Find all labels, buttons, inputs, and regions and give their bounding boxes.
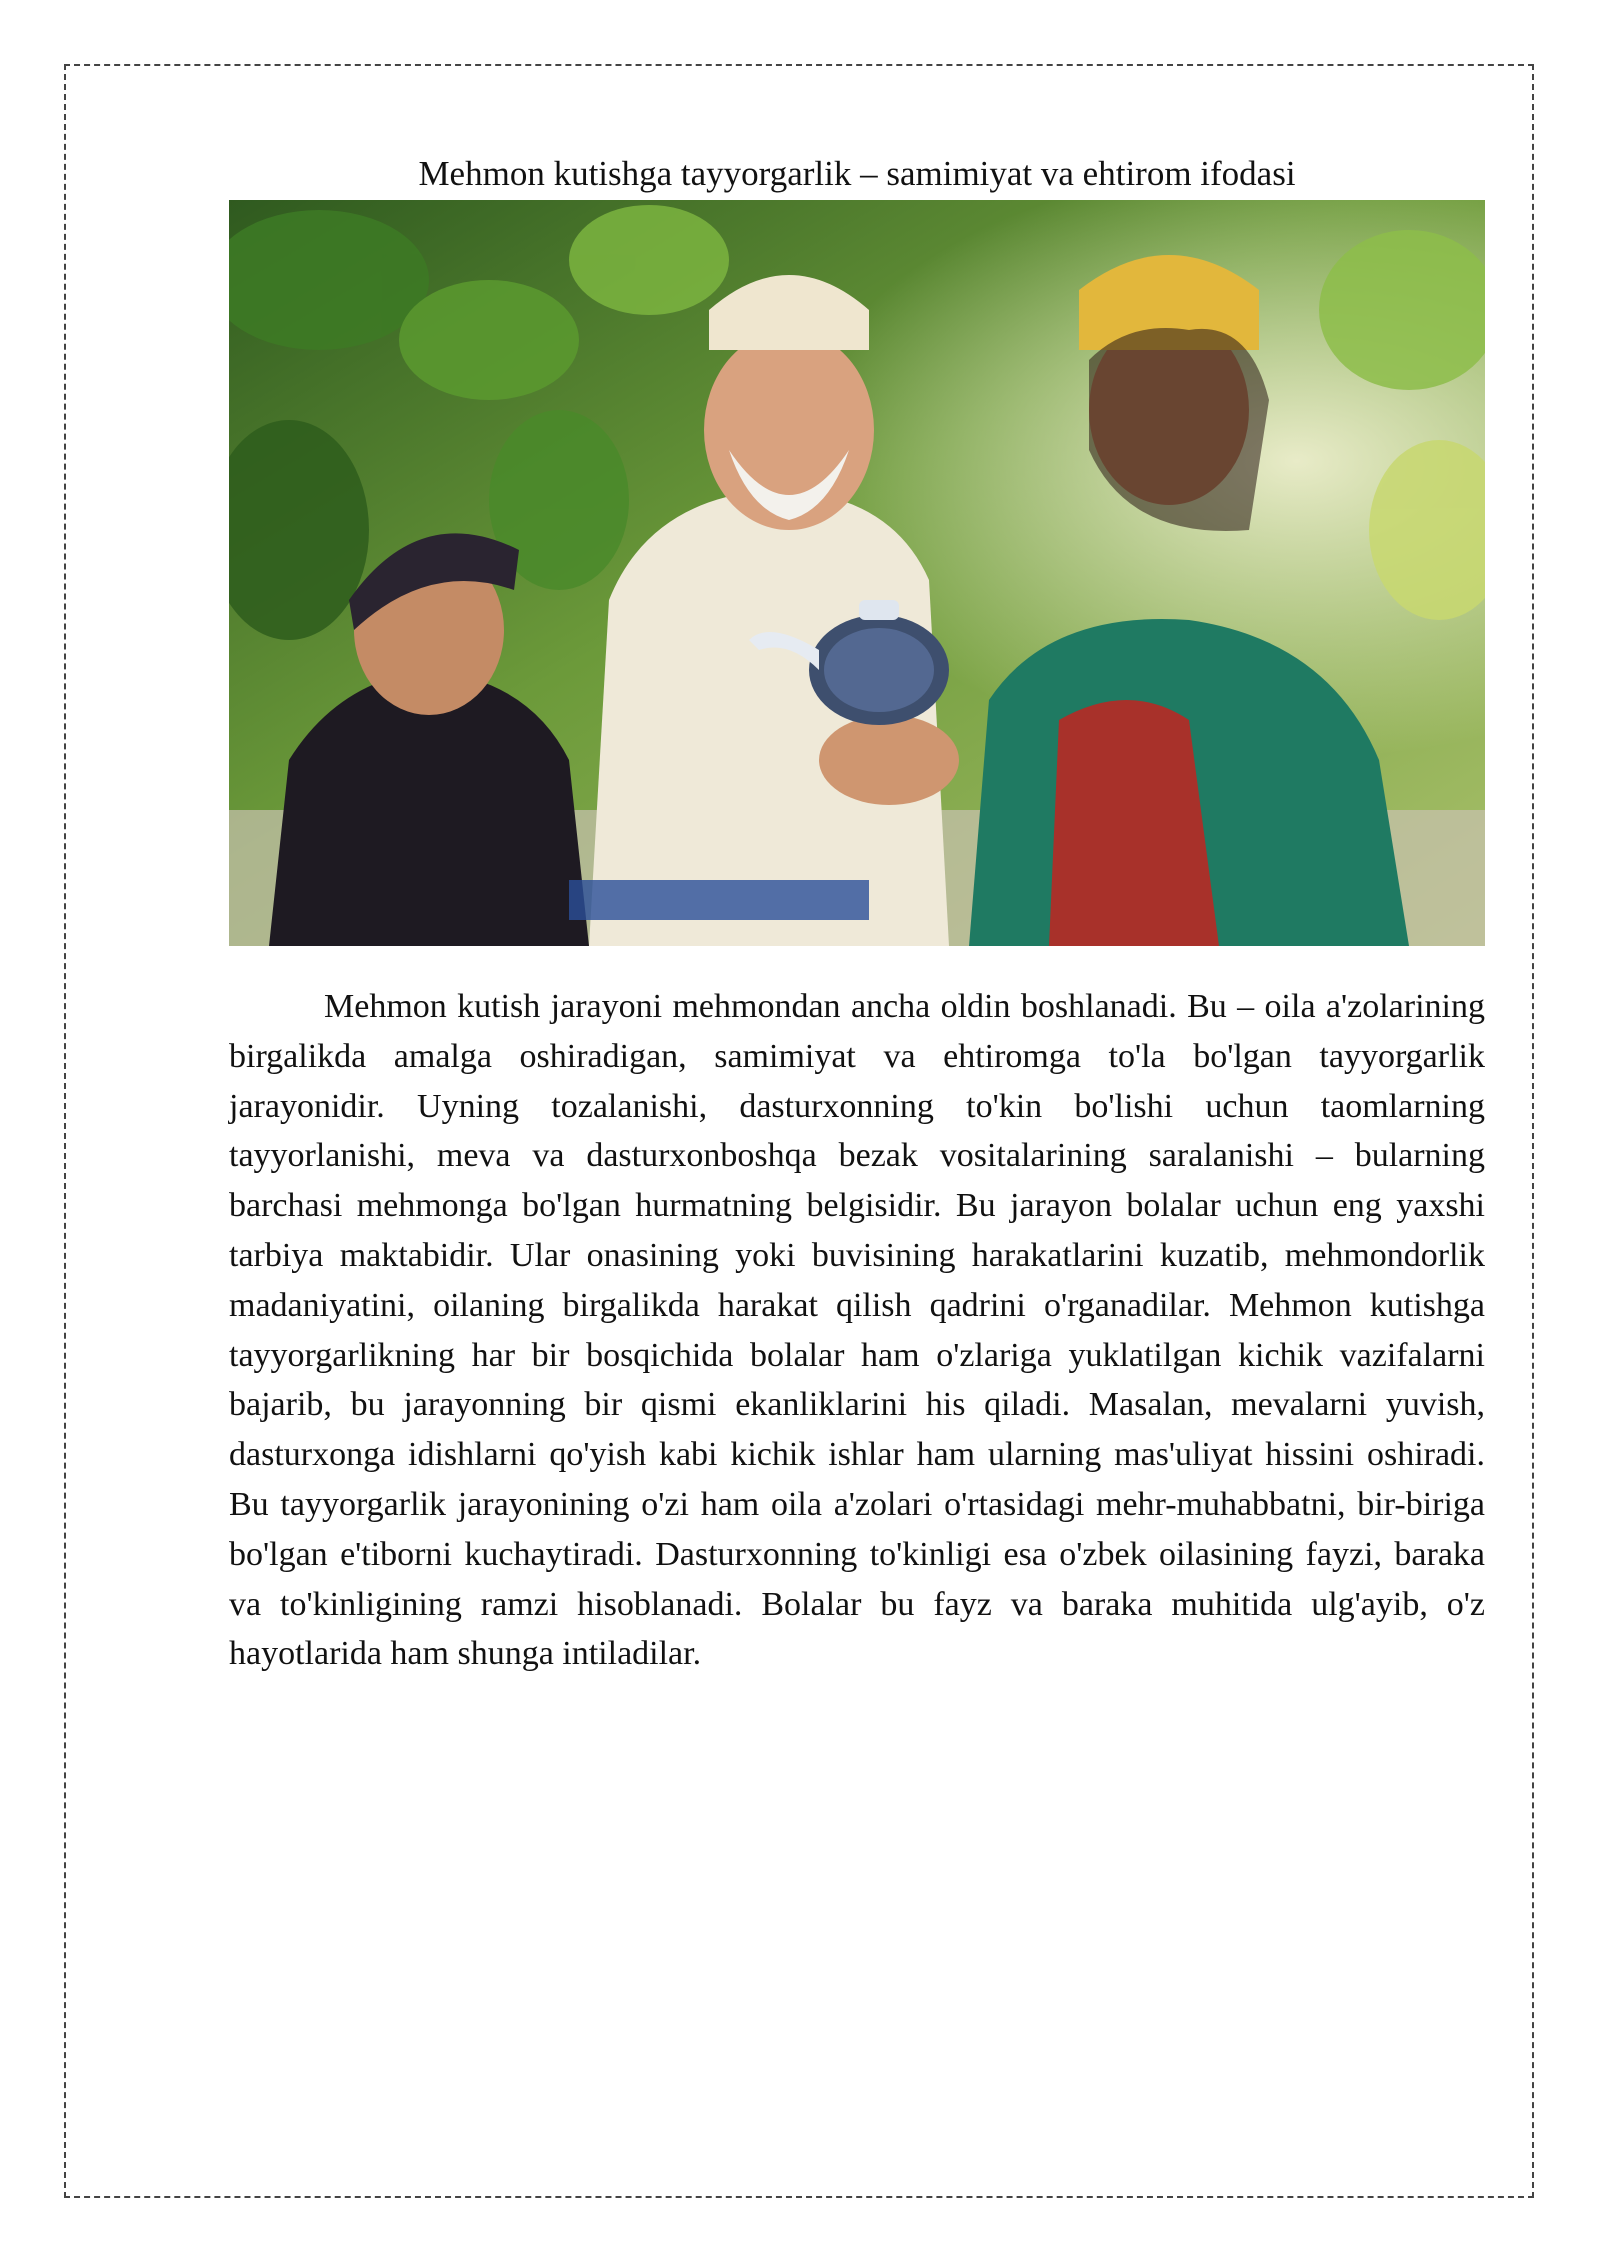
body-paragraph: Mehmon kutish jarayoni mehmondan ancha oldin boshlanadi. Bu – oila a'zolarining birgalikda amalga oshiradigan, samimiyat va ehtiromga to'la bo'lgan tayyorgarlik jarayonidir. Uyning tozalanishi, dasturxonning to'kin bo'lishi uchun taomlarning tayyorlanishi, meva va dasturxonboshqa bezak vositalarining saralanishi – bularning barchasi mehmonga bo'lgan hurmatning belgisidir. Bu jarayon bolalar uchun eng yaxshi tarbiya maktabidir. Ular onasining yoki buvisining harakatlarini kuzatib, mehmondorlik madaniyatini, oilaning birgalikda harakat qilish qadrini o'rganadilar. Mehmon kutishga tayyorgarlikning har bir bosqichida bolalar ham o'zlariga yuklatilgan kichik vazifalarni bajarib, bu jarayonning bir qismi ekanliklarini his qiladi. Masalan, mevalarni yuvish, dasturxonga idishlarni qo'yish kabi kichik ishlar ham ularning mas'uliyat hissini oshiradi. Bu tayyorgarlik jarayonining o'zi ham oila a'zolari o'rtasidagi mehr-muhabbatni, bir-biriga bo'lgan e'tiborni kuchaytiradi. Dasturxonning to'kinligi esa o'zbek oilasining fayzi, baraka va to'kinligining ramzi hisoblanadi. Bolalar bu fayz va baraka muhitida ulg'ayib, o'z hayotlarida ham shunga intiladilar.	[229, 988, 1485, 1673]
document-content	[229, 150, 1485, 1679]
family-greeting-photo	[229, 200, 1485, 946]
image-caption: Mehmon kutishga tayyorgarlik – samimiyat va ehtirom ifodasi	[418, 154, 1296, 193]
photo-illustration	[229, 200, 1485, 946]
